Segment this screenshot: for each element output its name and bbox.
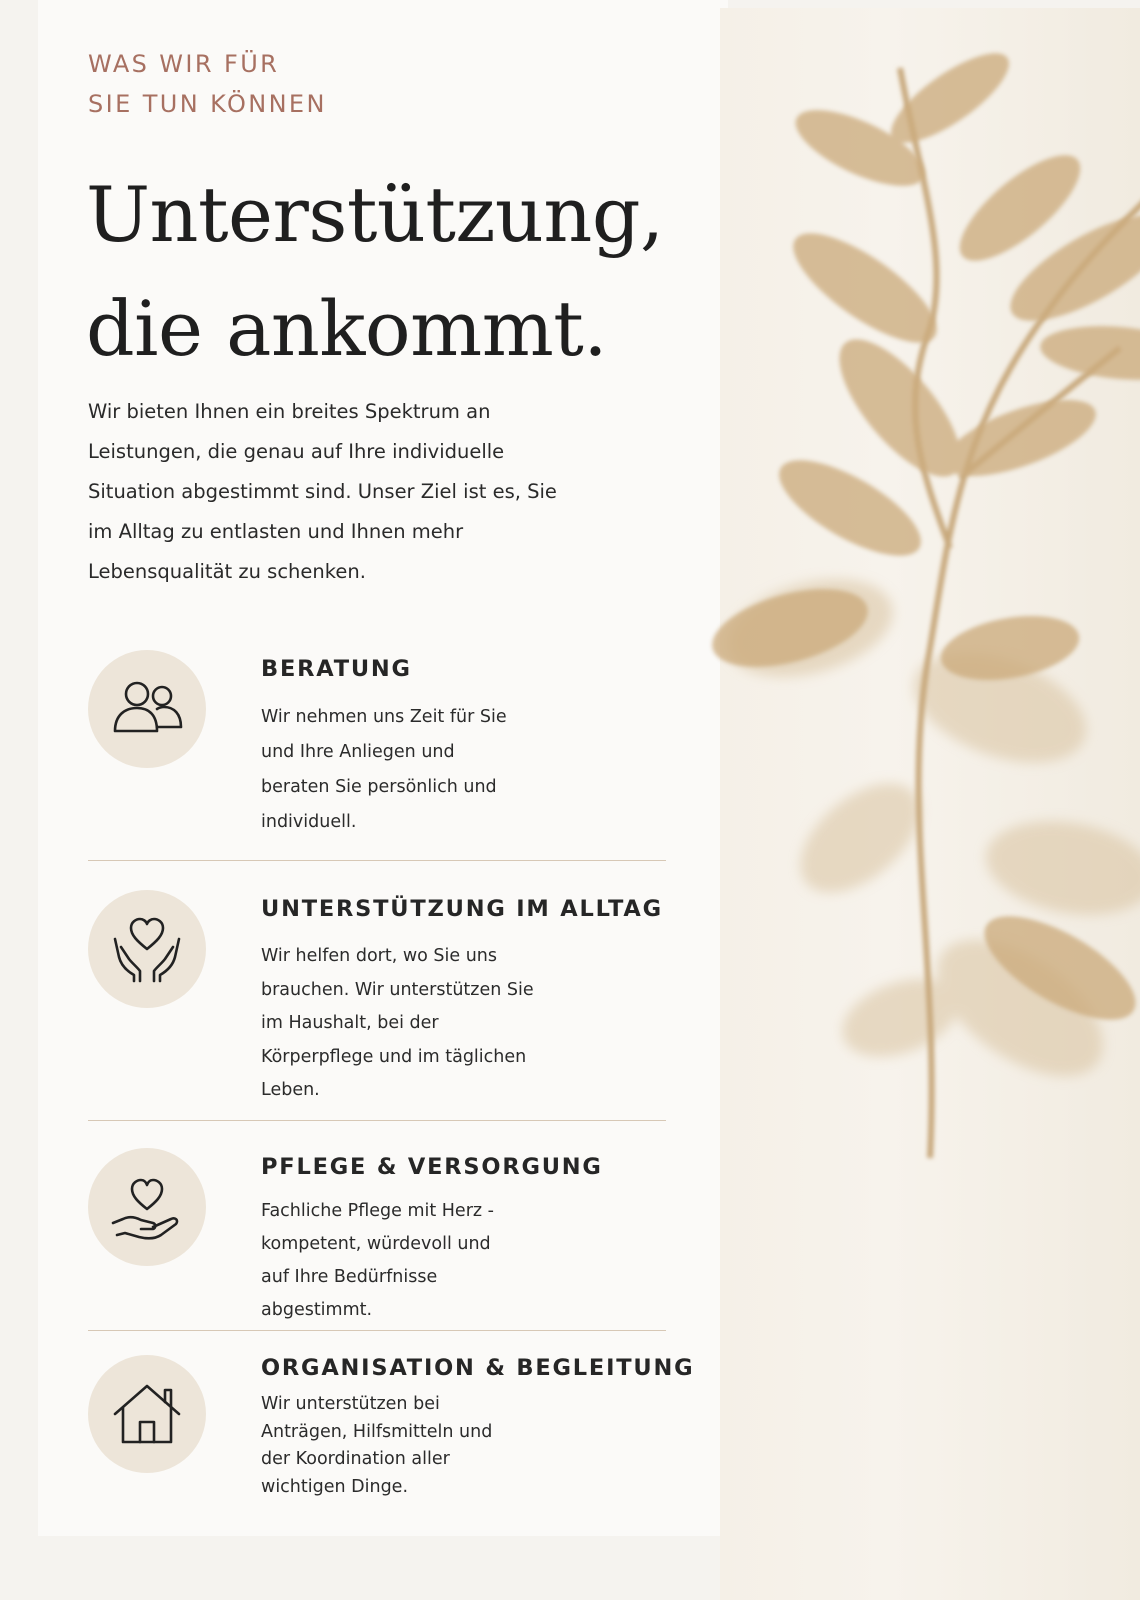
service-title: ORGANISATION & BEGLEITUNG — [261, 1355, 695, 1381]
eyebrow-line-2: SIE TUN KÖNNEN — [88, 90, 327, 118]
title-line-1: Unterstützung, — [86, 170, 664, 259]
page-title — [86, 158, 786, 386]
service-icon-circle — [88, 890, 206, 1008]
service-description: Fachliche Pflege mit Herz - kompetent, würdevoll und auf Ihre Bedürfnisse abgestimmt. — [261, 1201, 494, 1320]
service-title: PFLEGE & VERSORGUNG — [261, 1154, 603, 1180]
service-title: UNTERSTÜTZUNG IM ALLTAG — [261, 896, 663, 922]
service-description: Wir nehmen uns Zeit für Sie und Ihre Anliegen und beraten Sie persönlich und individuell. — [261, 707, 507, 832]
hands-heart-icon — [107, 909, 187, 989]
divider — [88, 860, 666, 861]
title-line-2: die ankommt. — [86, 284, 607, 373]
service-description: Wir helfen dort, wo Sie uns brauchen. Wir unterstützen Sie im Haushalt, bei der Körperpflege und im täglichen Leben. — [261, 946, 534, 1100]
service-item-unterstuetzung-im-alltag — [88, 890, 666, 1105]
service-icon-circle — [88, 1355, 206, 1473]
service-description: Wir unterstützen bei Anträgen, Hilfsmitteln und der Koordination aller wichtigen Dinge. — [261, 1394, 493, 1497]
service-item-beratung — [88, 650, 666, 840]
service-icon-circle — [88, 650, 206, 768]
house-icon — [107, 1374, 187, 1454]
hand-heart-icon — [107, 1167, 187, 1247]
eyebrow-line-1: WAS WIR FÜR — [88, 50, 280, 78]
service-icon-circle — [88, 1148, 206, 1266]
service-item-pflege-versorgung — [88, 1148, 666, 1318]
service-item-organisation-begleitung — [88, 1355, 695, 1515]
section-eyebrow — [88, 44, 327, 124]
service-title: BERATUNG — [261, 656, 412, 682]
divider — [88, 1330, 666, 1331]
divider — [88, 1120, 666, 1121]
intro-paragraph: Wir bieten Ihnen ein breites Spektrum an Leistungen, die genau auf Ihre individuelle Situation abgestimmt sind. Unser Ziel ist es, Sie im Alltag zu entlasten und Ihnen mehr Lebensqualität zu schenken. — [88, 400, 557, 583]
people-icon — [107, 669, 187, 749]
